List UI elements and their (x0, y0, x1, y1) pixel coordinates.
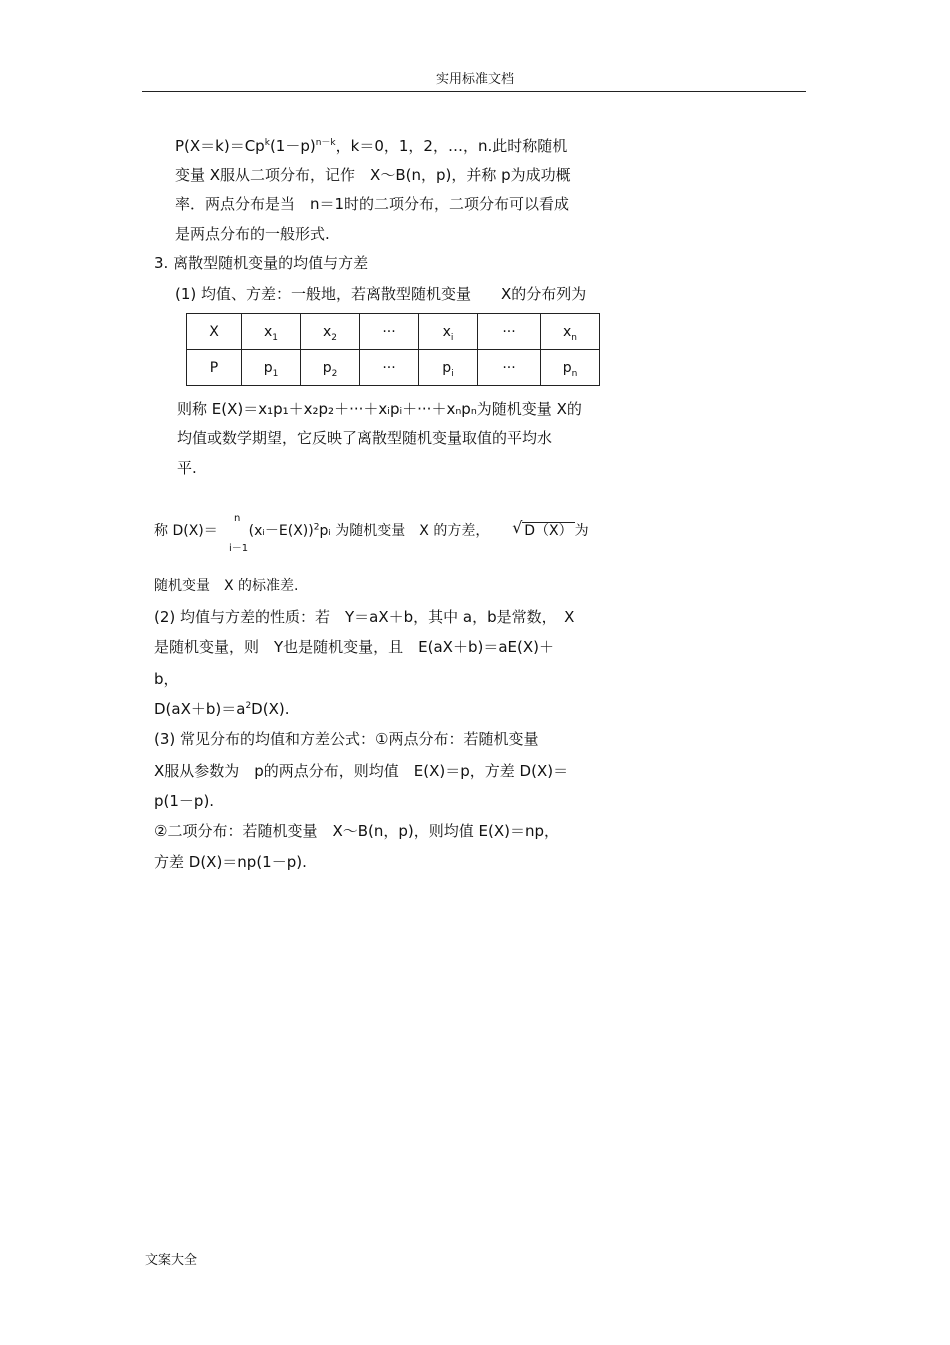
binomial-line-1 (175, 136, 567, 156)
expectation-line-2: 均值或数学期望，它反映了离散型随机变量取值的平均水 (177, 429, 553, 447)
section-3-title: 3. 离散型随机变量的均值与方差 (154, 254, 369, 272)
table-cell: $x_i$ (419, 314, 478, 350)
table-cell: ··· (478, 314, 541, 350)
variance-expr-2: pᵢ 为随机变量 X 的方差， (319, 523, 490, 539)
binomial-sup-nk: n－k (315, 138, 336, 148)
binomial-formula-c: ，k＝0，1，2，…，n.此时称随机 (335, 137, 568, 155)
std-dev-line: 随机变量 X 的标准差. (154, 578, 299, 594)
binomial-formula-b: (1－p) (269, 137, 316, 155)
variance-definition (154, 520, 589, 540)
properties-line-3: b， (154, 670, 179, 688)
table-cell: ··· (478, 350, 541, 386)
binomial-line-2: 变量 X服从二项分布，记作 X～B(n，p)，并称 p为成功概 (175, 166, 571, 184)
sqrt-expression: √ D（X） (512, 518, 573, 539)
variance-expr: (xᵢ－E(X)) (248, 523, 314, 539)
sum-upper-limit: n (234, 513, 241, 524)
table-cell: $p_1$ (242, 350, 301, 386)
common-line-2: X服从参数为 p的两点分布，则均值 E(X)＝p，方差 D(X)＝ (154, 762, 569, 780)
header-divider (142, 91, 806, 92)
common-line-1: (3) 常见分布的均值和方差公式：①两点分布：若随机变量 (154, 730, 539, 748)
table-row (187, 314, 600, 350)
variance-prefix: 称 D(X)＝ (154, 523, 218, 539)
table-cell: X (187, 314, 242, 350)
binomial-line-3: 率．两点分布是当 n＝1时的二项分布，二项分布可以看成 (175, 195, 570, 213)
table-cell: ··· (360, 314, 419, 350)
properties-line-4: $D(aX+b)=a^2D(X)$. (154, 700, 290, 718)
table-cell: $p_n$ (541, 350, 600, 386)
table-cell: $x_1$ (242, 314, 301, 350)
distribution-table (186, 313, 600, 386)
table-cell: $x_2$ (301, 314, 360, 350)
expectation-line-1: 则称 E(X)＝x₁p₁＋x₂p₂＋···＋xᵢpᵢ＋···＋xₙpₙ为随机变量 X的 (177, 400, 582, 418)
binomial-sup-k: k (264, 138, 270, 148)
table-cell: $p_2$ (301, 350, 360, 386)
common-line-3: p(1－p). (154, 792, 215, 810)
table-cell: ··· (360, 350, 419, 386)
binomial-formula-a: P(X＝k)＝Cp (175, 137, 265, 155)
page-footer: 文案大全 (145, 1253, 198, 1268)
section-3-sub-1: (1) 均值、方差：一般地，若离散型随机变量 X的分布列为 (175, 285, 587, 303)
variance-suffix: 为 (574, 523, 589, 539)
table-row (187, 350, 600, 386)
binomial-line-4: 是两点分布的一般形式. (175, 225, 330, 243)
common-line-5: 方差 D(X)＝np(1－p). (154, 853, 307, 871)
expectation-line-3: 平. (177, 459, 197, 477)
page-header-title: 实用标准文档 (435, 72, 514, 87)
table-cell: $p_i$ (419, 350, 478, 386)
properties-line-2: 是随机变量，则 Y也是随机变量，且 E(aX＋b)＝aE(X)＋ (154, 638, 554, 656)
table-cell: $x_n$ (541, 314, 600, 350)
table-cell: P (187, 350, 242, 386)
properties-line-1: (2) 均值与方差的性质：若 Y＝aX＋b，其中 a，b是常数， X (154, 608, 575, 626)
common-line-4: ②二项分布：若随机变量 X～B(n，p)，则均值 E(X)＝np， (154, 822, 560, 840)
variance-sup: 2 (313, 522, 320, 533)
sum-lower-limit: i－1 (229, 543, 249, 554)
sqrt-content: D（X） (524, 523, 573, 539)
